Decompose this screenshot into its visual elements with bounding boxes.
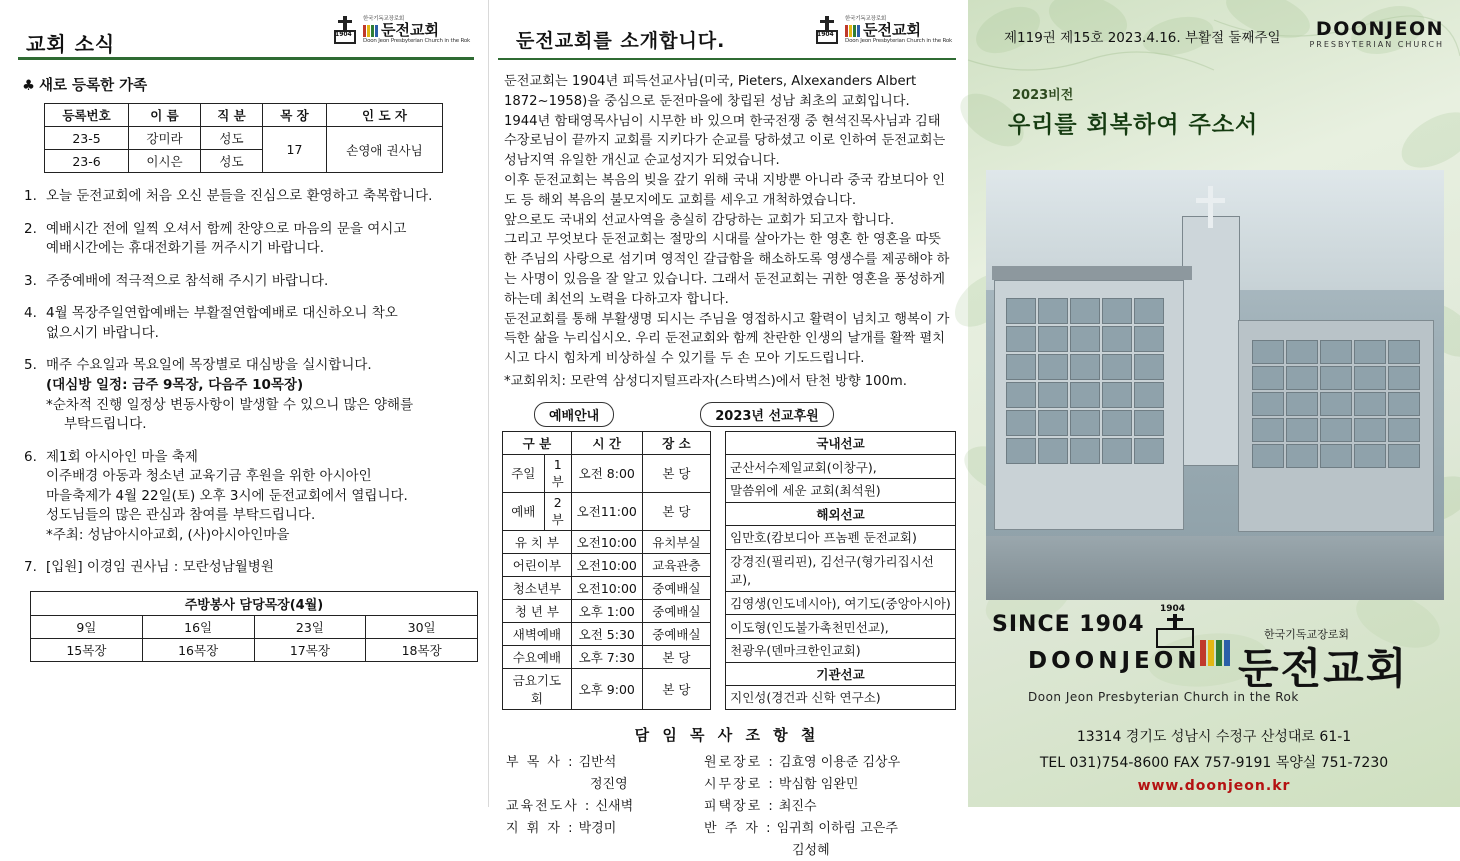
kitchen-team: 16목장 <box>142 639 254 662</box>
staff-value: 정진영 <box>590 776 628 792</box>
church-website-url[interactable]: www.doonjeon.kr <box>1137 778 1291 794</box>
brand-logo-top <box>1309 18 1444 49</box>
cell-time: 오전 8:00 <box>571 454 642 492</box>
staff-value: 김효영 이용준 김상우 <box>778 754 901 770</box>
table-caption-row <box>31 592 478 616</box>
list-item <box>24 304 474 343</box>
cell-category: 수요예배 <box>503 645 572 668</box>
cell-reg-no: 23-6 <box>45 150 129 173</box>
kitchen-date: 9일 <box>31 616 143 639</box>
church-building-photo <box>986 170 1444 600</box>
notice-number: 7. <box>24 559 37 576</box>
photo-window-grid-annex <box>1252 340 1420 468</box>
table-row <box>503 553 711 576</box>
table-row <box>503 599 711 622</box>
cell-time: 오전11:00 <box>571 492 642 530</box>
staff-row <box>506 817 704 836</box>
vision-year-label: 2023비전 <box>1012 88 1074 103</box>
intro-paragraph: 둔전교회는 1904년 피득선교사님(미국, Pieters, Alxexanders Albert 1872~1958)을 중심으로 둔전마을에 창립된 성남 최초의 교회입니다. <box>504 74 917 109</box>
notice-subtext: 이주배경 아동과 청소년 교육기금 후원을 위한 아시아인 <box>46 468 372 485</box>
logo-text-block <box>845 17 952 44</box>
col-group: 목 장 <box>263 104 327 127</box>
left-header-rule <box>18 57 474 60</box>
cell-place: 본 당 <box>642 668 710 709</box>
mission-item: 강경진(필리핀), 김선구(형가리집시선교), <box>726 549 956 591</box>
list-item <box>24 220 474 259</box>
staff-row <box>704 817 954 836</box>
cover-header <box>968 0 1460 74</box>
notice-subtext: *순차적 진행 일정상 변동사항이 발생할 수 있으니 많은 양해를 <box>46 396 414 413</box>
staff-row <box>506 773 704 792</box>
staff-row <box>506 751 704 770</box>
table-row <box>726 478 956 502</box>
col-position: 직 분 <box>201 104 263 127</box>
notice-number: 6. <box>24 448 37 465</box>
cell-place: 중예배실 <box>642 622 710 645</box>
logo-color-bars-icon <box>845 25 860 37</box>
church-phone-numbers: TEL 031)754-8600 FAX 757-9191 목양실 751-7230 <box>1039 755 1389 771</box>
brand-name-kr-large: 둔전교회 <box>1238 644 1409 693</box>
staff-value: 신새벽 <box>595 798 634 814</box>
photo-ground <box>986 536 1444 600</box>
table-header-row <box>45 104 443 127</box>
church-emblem-icon <box>814 16 840 46</box>
notice-text: 예배시간 전에 일찍 오셔서 함께 찬양으로 마음의 문을 여시고 <box>46 220 407 237</box>
mid-header <box>498 12 956 60</box>
column-news <box>0 0 488 807</box>
notice-number: 3. <box>24 272 37 289</box>
notice-number: 1. <box>24 188 37 204</box>
staff-row <box>704 839 954 858</box>
table-row <box>503 454 711 492</box>
list-item <box>24 187 474 207</box>
notice-text: [입원] 이경임 권사님 : 모란성남월병원 <box>46 559 274 576</box>
kitchen-date: 30일 <box>366 616 478 639</box>
table-row <box>726 638 956 662</box>
photo-cross-crossbar <box>1196 198 1225 203</box>
cell-place: 본 당 <box>642 492 710 530</box>
staff-value: 김반석 <box>578 754 617 770</box>
church-location-note: *교회위치: 모란역 삼성디지털프라자(스타벅스)에서 탄천 방향 100m. <box>504 373 907 389</box>
cell-category: 새벽예배 <box>503 622 572 645</box>
logo-korean-name: 둔전교회 <box>845 23 952 39</box>
list-item <box>24 558 474 578</box>
new-family-heading: ♣ 새로 등록한 가족 <box>22 78 148 94</box>
staff-column-left <box>506 751 704 861</box>
mission-item: 이도형(인도불가촉천민선교), <box>726 615 956 639</box>
table-row <box>503 530 711 553</box>
emblem-year-label: 1904 <box>817 31 834 38</box>
since-label: SINCE 1904 <box>992 612 1145 637</box>
cell-guide: 손영애 권사님 <box>327 127 443 173</box>
mission-item: 임만호(캄보디아 프놈펜 둔전교회) <box>726 526 956 550</box>
worship-and-mission-tables <box>502 431 956 710</box>
list-item <box>24 356 474 434</box>
photo-bell-tower <box>1182 216 1240 466</box>
notice-schedule: (대심방 일정: 금주 9목장, 다음주 10목장) <box>46 376 304 393</box>
photo-cross-icon <box>1208 186 1213 228</box>
table-row <box>726 591 956 615</box>
notice-subtext: 예배시간에는 휴대전화기를 꺼주시기 바랍니다. <box>46 240 324 257</box>
left-header-title: 교회 소식 <box>26 32 116 56</box>
staff-value: 박경미 <box>578 820 617 836</box>
notice-subtext-4: *주최: 성남아시아교회, (사)아시아인마을 <box>46 526 290 543</box>
staff-label: 피택장로 : <box>704 798 775 814</box>
col-reg-no: 등록번호 <box>45 104 129 127</box>
table-row <box>31 639 478 662</box>
notice-number: 2. <box>24 220 37 237</box>
table-row <box>31 616 478 639</box>
staff-row <box>704 795 954 814</box>
table-row <box>503 645 711 668</box>
staff-label: 지 휘 자 : <box>506 820 575 836</box>
mission-item: 김영생(인도네시아), 여기도(중앙아시아) <box>726 591 956 615</box>
table-row <box>503 576 711 599</box>
cell-position: 성도 <box>201 150 263 173</box>
issue-info: 제119권 제15호 2023.4.16. 부활절 둘째주일 <box>1004 30 1281 46</box>
cell-time: 오후 9:00 <box>571 668 642 709</box>
cell-name: 이시은 <box>129 150 201 173</box>
notice-list <box>18 187 474 578</box>
kitchen-table-caption: 주방봉사 담당목장(4월) <box>31 592 478 616</box>
kitchen-team: 18목장 <box>366 639 478 662</box>
section-badges <box>534 402 956 427</box>
photo-window-grid <box>1006 298 1164 464</box>
staff-row <box>704 751 954 770</box>
col-name: 이 름 <box>129 104 201 127</box>
notice-subtext-2: 마을축제가 4월 22일(토) 오후 3시에 둔전교회에서 열립니다. <box>46 487 408 504</box>
kitchen-team: 17목장 <box>254 639 366 662</box>
cell-time: 오전 5:30 <box>571 622 642 645</box>
cell-time: 오전10:00 <box>571 530 642 553</box>
emblem-year-label: 1904 <box>335 31 352 38</box>
intro-paragraph: 앞으로도 국내외 선교사역을 충실히 감당하는 교회가 되고자 합니다. <box>504 212 895 228</box>
mission-section-overseas: 해외선교 <box>726 502 956 526</box>
logo-denomination-label: 한국기독교장로회 <box>363 16 404 23</box>
cell-place: 유치부실 <box>642 530 710 553</box>
col-place: 장 소 <box>642 431 710 454</box>
cell-group: 17 <box>263 127 327 173</box>
staff-list <box>506 751 956 861</box>
cell-name: 강미라 <box>129 127 201 150</box>
worship-schedule-table <box>502 431 711 710</box>
cell-place: 중예배실 <box>642 576 710 599</box>
mid-header-title: 둔전교회를 소개합니다. <box>516 30 726 52</box>
cell-reg-no: 23-5 <box>45 127 129 150</box>
kitchen-date: 23일 <box>254 616 366 639</box>
cell-category: 청소년부 <box>503 576 572 599</box>
church-emblem-large-icon <box>1154 604 1196 650</box>
denomination-label: 한국기독교장로회 <box>1264 628 1350 641</box>
mission-item: 지인성(경건과 신학 연구소) <box>726 686 956 710</box>
notice-subtext-2: 부탁드립니다. <box>64 416 147 433</box>
notice-text: 4월 목장주일연합예배는 부활절연합예배로 대신하오니 착오 <box>46 305 398 322</box>
mission-section-institution: 기관선교 <box>726 662 956 686</box>
kitchen-duty-table <box>30 591 478 662</box>
staff-value: 박심함 임완민 <box>778 776 859 792</box>
table-row <box>726 686 956 710</box>
table-row <box>726 455 956 479</box>
church-logo-left <box>332 16 470 46</box>
table-row <box>726 526 956 550</box>
new-family-table <box>44 103 443 173</box>
staff-label: 교육전도사 : <box>506 798 592 814</box>
kitchen-date: 16일 <box>142 616 254 639</box>
cell-category: 유 치 부 <box>503 530 572 553</box>
cell-time: 오후 7:30 <box>571 645 642 668</box>
list-item <box>24 448 474 546</box>
mission-item: 천광우(덴마크한인교회) <box>726 638 956 662</box>
cell-place: 교육관층 <box>642 553 710 576</box>
staff-row <box>704 773 954 792</box>
col-guide: 인 도 자 <box>327 104 443 127</box>
mission-section-domestic: 국내선교 <box>726 431 956 455</box>
cell-time: 오전10:00 <box>571 576 642 599</box>
logo-denomination-label: 한국기독교장로회 <box>845 16 886 23</box>
mission-badge: 2023년 선교후원 <box>700 402 834 427</box>
table-row <box>45 127 443 150</box>
cell-category: 예배 <box>503 492 545 530</box>
staff-value: 임귀희 이하림 고은주 <box>776 820 898 836</box>
cell-category: 주일 <box>503 454 545 492</box>
church-logo-mid <box>814 16 952 46</box>
logo-korean-name: 둔전교회 <box>363 23 470 39</box>
left-header <box>18 12 474 60</box>
brand-color-bars-icon <box>1200 640 1230 666</box>
intro-paragraph: 이후 둔전교회는 복음의 빚을 갚기 위해 국내 지방뿐 아니라 중국 캄보디아 인도 등 해외 복음의 불모지에도 교회를 세우고 개척하였습니다. <box>504 172 946 208</box>
photo-roof-structure <box>992 266 1192 280</box>
cell-place: 본 당 <box>642 645 710 668</box>
cell-time: 오전10:00 <box>571 553 642 576</box>
cell-category: 어린이부 <box>503 553 572 576</box>
list-item <box>24 272 474 292</box>
kitchen-team: 15목장 <box>31 639 143 662</box>
table-section-header <box>726 662 956 686</box>
notice-text: 오늘 둔전교회에 처음 오신 분들을 진심으로 환영하고 축복합니다. <box>46 188 433 204</box>
since-badge-row <box>992 612 1145 637</box>
senior-pastor-name: 담 임 목 사 조 항 철 <box>634 725 820 744</box>
introduction-text <box>504 72 952 392</box>
col-category: 구 분 <box>503 431 572 454</box>
logo-english-name: Doon Jeon Presbyterian Church in the Rok <box>363 37 470 44</box>
intro-paragraph: 1944년 함태영목사님이 시무한 바 있으며 한국전쟁 중 현석진목사님과 김태수장로님이 끝까지 교회를 지키다가 순교를 당하셨고 이로 인하여 둔전교회는 성남지역 유일한 개신교 순교성지가 되었습니다. <box>504 113 946 169</box>
cell-place: 본 당 <box>642 454 710 492</box>
staff-row <box>506 795 704 814</box>
cell-session: 1부 <box>544 454 571 492</box>
cell-category: 청 년 부 <box>503 599 572 622</box>
mid-header-rule <box>498 58 956 60</box>
mission-item: 군산서수제일교회(이창구), <box>726 455 956 479</box>
notice-number: 5. <box>24 357 37 374</box>
mission-item: 말씀위에 세운 교회(최석원) <box>726 478 956 502</box>
table-row <box>503 622 711 645</box>
table-header-row <box>503 431 711 454</box>
staff-value: 김성혜 <box>792 842 830 858</box>
column-introduction <box>488 0 968 858</box>
cell-category: 금요기도회 <box>503 668 572 709</box>
cell-session: 2부 <box>544 492 571 530</box>
table-section-header <box>726 431 956 455</box>
clover-icon: ♣ <box>22 78 35 94</box>
brand-name-en: DOONJEON <box>1315 18 1444 40</box>
intro-paragraph: 둔전교회를 통해 부활생명 되시는 주님을 영접하시고 활력이 넘치고 행복이 가득한 삶을 누리십시오. 우리 둔전교회와 함께 찬란한 인생의 날개를 활짝 펼치시고 다시 힘차게 비상하실 수 있기를 두 손 모아 기도드립니다. <box>504 311 950 367</box>
brand-name-en-small: Doon Jeon Presbyterian Church in the Rok <box>1028 690 1299 704</box>
table-row <box>726 549 956 591</box>
cover-background <box>968 0 1460 807</box>
logo-color-bars-icon <box>363 25 378 37</box>
table-row <box>503 668 711 709</box>
staff-column-right <box>704 751 954 861</box>
column-cover <box>968 0 1460 807</box>
cell-position: 성도 <box>201 127 263 150</box>
brand-subtitle-en: PRESBYTERIAN CHURCH <box>1309 40 1444 49</box>
worship-badge: 예배안내 <box>534 402 614 427</box>
notice-text: 주중예배에 적극적으로 참석해 주시기 바랍니다. <box>46 272 329 289</box>
cell-time: 오후 1:00 <box>571 599 642 622</box>
church-emblem-icon <box>332 16 358 46</box>
logo-text-block <box>363 17 470 44</box>
vision-statement: 우리를 회복하여 주소서 <box>1008 112 1259 138</box>
notice-text: 제1회 아시아인 마을 축제 <box>46 448 198 465</box>
logo-english-name: Doon Jeon Presbyterian Church in the Rok <box>845 37 952 44</box>
emblem-year: 1904 <box>1160 604 1186 614</box>
staff-label: 반 주 자 : <box>704 820 773 836</box>
table-section-header <box>726 502 956 526</box>
table-row <box>726 615 956 639</box>
staff-label: 부 목 사 : <box>506 754 575 770</box>
col-time: 시 간 <box>571 431 642 454</box>
intro-paragraph: 그리고 무엇보다 둔전교회는 절망의 시대를 살아가는 한 영혼 한 영혼을 따뜻한 주님의 사랑으로 섬기며 영적인 갈급함을 해소하도록 영생수를 제공해야 하는 사명이 있음을 잘 알고 있습니다. 그래서 둔전교회는 귀한 영혼을 풍성하게 하는데 최선의 노력을 다하고자 합니다. <box>504 232 950 307</box>
notice-text: 매주 수요일과 목요일에 목장별로 대심방을 실시합니다. <box>46 357 372 374</box>
cell-place: 중예배실 <box>642 599 710 622</box>
brand-name-en-large: DOONJEON <box>1028 648 1201 674</box>
table-row <box>503 492 711 530</box>
church-address: 13314 경기도 성남시 수정구 산성대로 61-1 <box>1076 729 1352 745</box>
mission-support-table <box>725 431 956 710</box>
notice-number: 4. <box>24 305 37 322</box>
notice-subtext-3: 성도님들의 많은 관심과 참여를 부탁드립니다. <box>46 507 316 524</box>
staff-value: 최진수 <box>778 798 817 814</box>
staff-label: 원로장로 : <box>704 754 775 770</box>
staff-label: 시무장로 : <box>704 776 775 792</box>
notice-subtext: 없으시기 바랍니다. <box>46 324 159 341</box>
